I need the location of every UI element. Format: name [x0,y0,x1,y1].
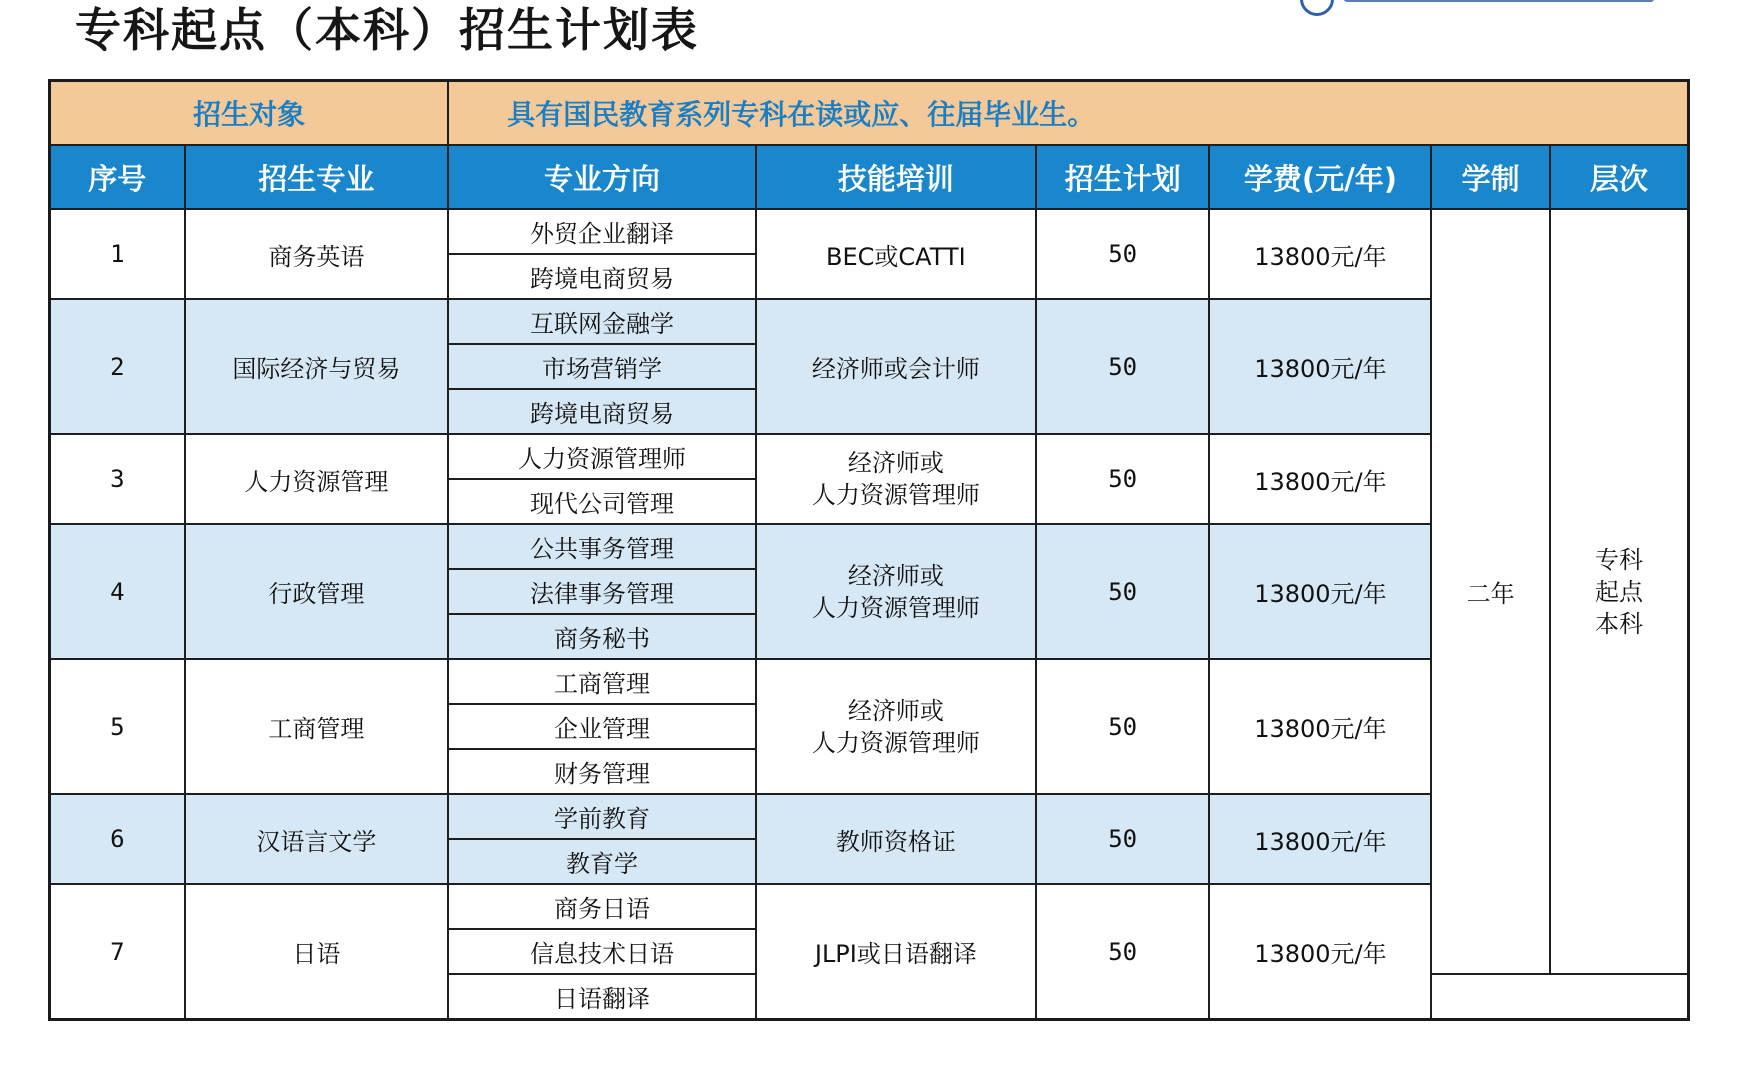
target-row [50,81,1689,146]
plan-cell: 50 [1036,209,1210,299]
training-cell [756,434,1036,524]
fee-cell: 13800元/年 [1209,434,1431,524]
direction-cell: 学前教育 [448,794,756,839]
page-title: 专科起点（本科）招生计划表 [75,3,699,57]
direction-cell: 财务管理 [448,749,756,794]
direction-cell: 企业管理 [448,704,756,749]
header-fee: 学费(元/年) [1209,145,1431,209]
training-line: 人力资源管理师 [811,481,980,509]
direction-cell: 商务秘书 [448,614,756,659]
direction-cell: 跨境电商贸易 [448,254,756,299]
plan-cell: 50 [1036,299,1210,434]
fee-cell: 13800元/年 [1209,794,1431,884]
fee-cell: 13800元/年 [1209,524,1431,659]
training-cell [756,659,1036,794]
level-line: 专科 [1594,545,1643,574]
header-row [50,145,1689,209]
target-label: 招生对象 [50,81,449,146]
training-cell: 经济师或会计师 [756,299,1036,434]
major-cell: 工商管理 [185,659,449,794]
plan-cell: 50 [1036,659,1210,794]
row-number: 4 [50,524,185,659]
fee-cell: 13800元/年 [1209,659,1431,794]
level-line: 本科 [1594,609,1643,638]
direction-cell: 外贸企业翻译 [448,209,756,254]
row-number: 7 [50,884,185,1020]
row-number: 1 [50,209,185,299]
training-cell: JLPI或日语翻译 [756,884,1036,1020]
header-duration: 学制 [1431,145,1550,209]
training-cell [756,524,1036,659]
major-cell: 汉语言文学 [185,794,449,884]
header-training: 技能培训 [756,145,1036,209]
table-row [50,209,1689,254]
training-line: 经济师或 [847,561,944,590]
header-direction: 专业方向 [448,145,756,209]
direction-cell: 法律事务管理 [448,569,756,614]
major-cell: 商务英语 [185,209,449,299]
fee-cell: 13800元/年 [1209,299,1431,434]
logo-bar [1344,0,1654,2]
direction-cell: 跨境电商贸易 [448,389,756,434]
training-line: 经济师或 [847,696,944,725]
direction-cell: 工商管理 [448,659,756,704]
plan-cell: 50 [1036,524,1210,659]
direction-cell: 信息技术日语 [448,929,756,974]
direction-cell: 市场营销学 [448,344,756,389]
direction-cell: 日语翻译 [448,974,756,1020]
major-cell: 日语 [185,884,449,1020]
direction-cell: 人力资源管理师 [448,434,756,479]
training-cell: 教师资格证 [756,794,1036,884]
training-line: 人力资源管理师 [811,593,980,622]
row-number: 2 [50,299,185,434]
fee-cell: 13800元/年 [1209,209,1431,299]
training-line: 人力资源管理师 [811,728,980,757]
training-cell: BEC或CATTI [756,209,1036,299]
direction-cell: 商务日语 [448,884,756,929]
enrollment-plan-table [48,79,1690,1021]
plan-cell: 50 [1036,434,1210,524]
header-plan: 招生计划 [1036,145,1210,209]
row-number: 5 [50,659,185,794]
direction-cell: 教育学 [448,839,756,884]
plan-cell: 50 [1036,884,1210,1020]
target-value: 具有国民教育系列专科在读或应、往届毕业生。 [448,81,1688,146]
header-no: 序号 [50,145,185,209]
row-number: 6 [50,794,185,884]
major-cell: 国际经济与贸易 [185,299,449,434]
level-cell [1550,209,1689,974]
row-number: 3 [50,434,185,524]
header-level: 层次 [1550,145,1689,209]
direction-cell: 公共事务管理 [448,524,756,569]
direction-cell: 现代公司管理 [448,479,756,524]
major-cell: 人力资源管理 [185,434,449,524]
training-line: 经济师或 [847,449,944,477]
plan-cell: 50 [1036,794,1210,884]
fee-cell: 13800元/年 [1209,884,1431,1020]
direction-cell: 互联网金融学 [448,299,756,344]
level-line: 起点 [1594,577,1643,606]
header-major: 招生专业 [185,145,449,209]
logo-icon [1300,0,1334,16]
duration-cell: 二年 [1431,209,1550,974]
major-cell: 行政管理 [185,524,449,659]
